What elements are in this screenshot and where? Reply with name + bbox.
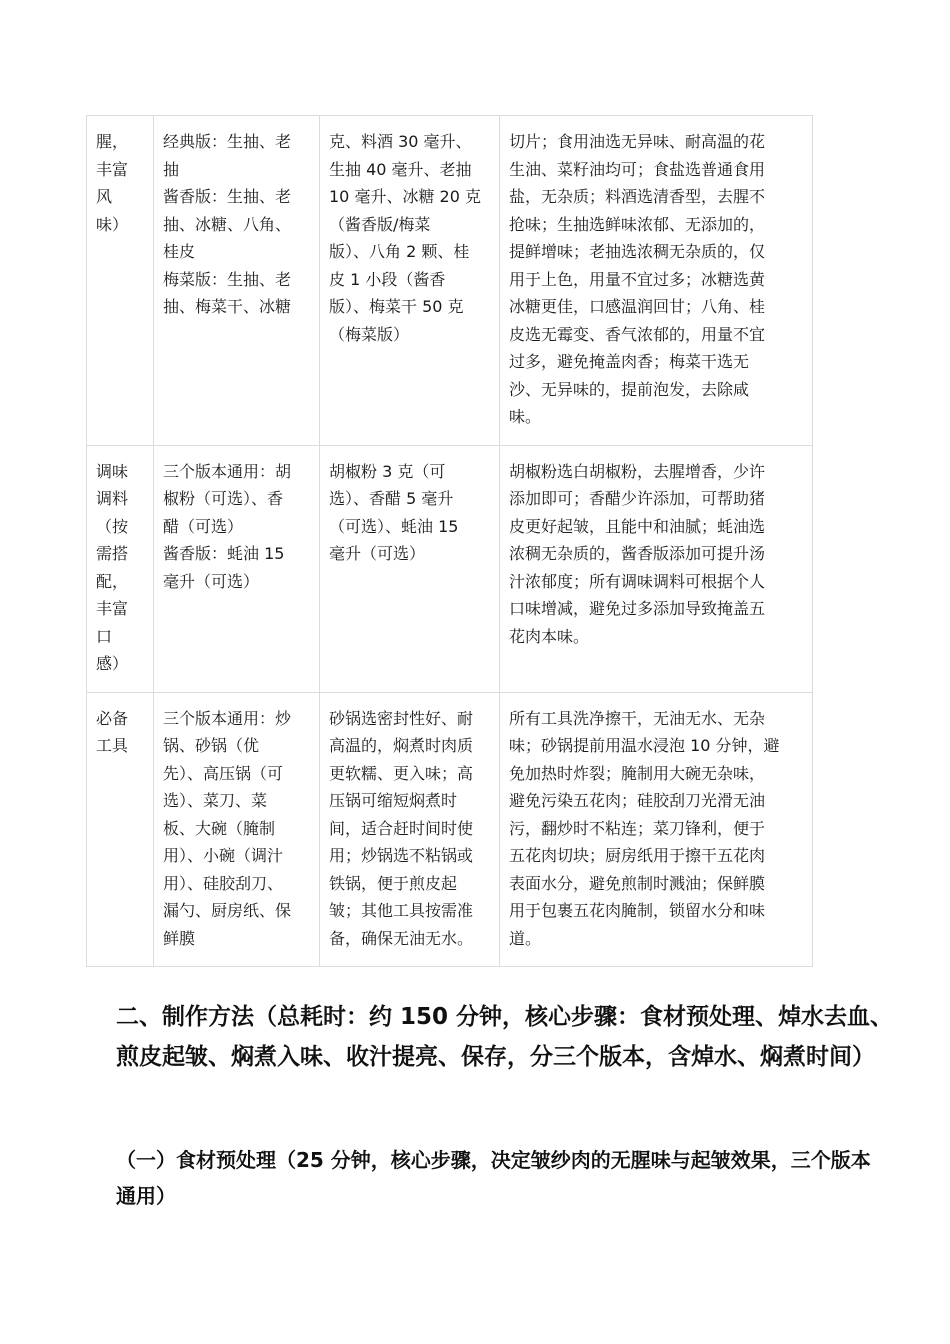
cell-category: 必备 工具: [87, 692, 154, 967]
cell-notes: 切片；食用油选无异味、耐高温的花 生油、菜籽油均可；食盐选普通食用 盐，无杂质；料酒选清香型，去腥不 抢味；生抽选鲜味浓郁、无添加的， 提鲜增味；老抽选浓稠无杂质的，仅 用于上色，用量不宜过多；冰糖选黄 冰糖更佳，口感温润回甘；八角、桂 皮选无霉变、香气浓郁的，用量不宜 过多，避免掩盖肉香；梅菜干选无 沙、无异味的，提前泡发，去除咸 味。: [500, 116, 813, 446]
cell-versions: 经典版：生抽、老 抽 酱香版：生抽、老 抽、冰糖、八角、 桂皮 梅菜版：生抽、老 抽、梅菜干、冰糖: [154, 116, 320, 446]
cell-amount: 砂锅选密封性好、耐 高温的，焖煮时肉质 更软糯、更入味；高 压锅可缩短焖煮时 间，适合赶时间时使 用；炒锅选不粘锅或 铁锅，便于煎皮起 皱；其他工具按需准 备，确保无油无水。: [320, 692, 500, 967]
cell-notes: 胡椒粉选白胡椒粉，去腥增香，少许 添加即可；香醋少许添加，可帮助猪 皮更好起皱，且能中和油腻；蚝油选 浓稠无杂质的，酱香版添加可提升汤 汁浓郁度；所有调味调料可根据个人 口味增减，避免过多添加导致掩盖五 花肉本味。: [500, 445, 813, 692]
table-row: [87, 116, 813, 446]
subsection-heading: （一）食材预处理（25 分钟，核心步骤，决定皱纱肉的无腥味与起皱效果，三个版本通用）: [116, 1148, 871, 1208]
section-heading: 二、制作方法（总耗时：约 150 分钟，核心步骤：食材预处理、焯水去血、煎皮起皱、焖煮入味、收汁提亮、保存，分三个版本，含焯水、焖煮时间）: [116, 1004, 894, 1070]
ingredients-table: [86, 115, 813, 967]
cell-category: 腥， 丰富 风 味）: [87, 116, 154, 446]
cell-notes: 所有工具洗净擦干，无油无水、无杂 味；砂锅提前用温水浸泡 10 分钟，避 免加热时炸裂；腌制用大碗无杂味， 避免污染五花肉；硅胶刮刀光滑无油 污，翻炒时不粘连；菜刀锋利，便于 五花肉切块；厨房纸用于擦干五花肉 表面水分，避免煎制时溅油；保鲜膜 用于包裹五花肉腌制，锁留水分和味 道。: [500, 692, 813, 967]
cell-amount: 胡椒粉 3 克（可 选）、香醋 5 毫升 （可选）、蚝油 15 毫升（可选）: [320, 445, 500, 692]
cell-category: 调味 调料 （按 需搭 配， 丰富 口 感）: [87, 445, 154, 692]
cell-versions: 三个版本通用：炒 锅、砂锅（优 先）、高压锅（可 选）、菜刀、菜 板、大碗（腌制 用）、小碗（调汁 用）、硅胶刮刀、 漏勺、厨房纸、保 鲜膜: [154, 692, 320, 967]
cell-versions: 三个版本通用：胡 椒粉（可选）、香 醋（可选） 酱香版：蚝油 15 毫升（可选）: [154, 445, 320, 692]
cell-amount: 克、料酒 30 毫升、 生抽 40 毫升、老抽 10 毫升、冰糖 20 克 （酱香版/梅菜 版）、八角 2 颗、桂 皮 1 小段（酱香 版）、梅菜干 50 克 （梅菜版）: [320, 116, 500, 446]
table-row: [87, 445, 813, 692]
table-row: [87, 692, 813, 967]
